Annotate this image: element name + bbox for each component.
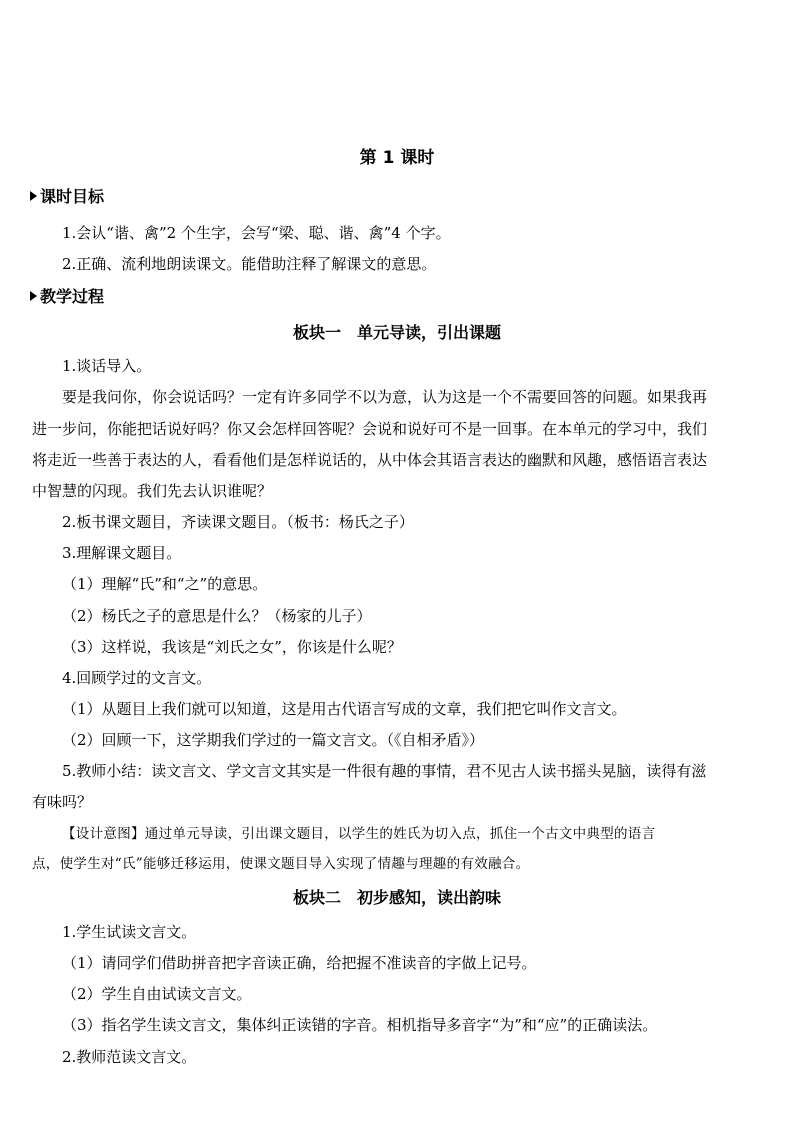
block2-line: 2.教师范读文言文。 bbox=[62, 1048, 197, 1066]
block2-title: 板块二 初步感知，读出韵味 bbox=[292, 888, 501, 907]
goals-heading-text: 课时目标 bbox=[40, 187, 105, 206]
triangle-bullet-icon bbox=[30, 191, 37, 201]
block1-line: 3.理解课文题目。 bbox=[62, 544, 182, 562]
design-intent-line: 点，使学生对“氏”能够迁移运用，使课文题目导入实现了情趣与理趣的有效融合。 bbox=[32, 856, 530, 872]
block1-line: （2）杨氏之子的意思是什么？（杨家的儿子） bbox=[62, 607, 372, 625]
design-intent-line: 【设计意图】通过单元导读，引出课文题目，以学生的姓氏为切入点，抓住一个古文中典型的语言 bbox=[62, 826, 656, 842]
block1-line: 2.板书课文题目，齐读课文题目。（板书：杨氏之子） bbox=[62, 513, 414, 531]
block2-line: 1.学生试读文言文。 bbox=[62, 923, 197, 941]
goals-heading bbox=[30, 185, 104, 209]
block1-line: 进一步问，你能把话说好吗？你又会怎样回答呢？会说和说好可不是一回事。在本单元的学习中，我们 bbox=[32, 420, 708, 438]
block1-title: 板块一 单元导读，引出课题 bbox=[292, 323, 501, 342]
process-heading-text: 教学过程 bbox=[40, 287, 105, 306]
block2-line: （3）指名学生读文言文，集体纠正读错的字音。相机指导多音字“为”和“应”的正确读法。 bbox=[62, 1016, 658, 1034]
block2-line: （1）请同学们借助拼音把字音读正确，给把握不准读音的字做上记号。 bbox=[62, 954, 537, 972]
block1-line: 有味吗？ bbox=[32, 793, 93, 811]
block1-line: 1.谈话导入。 bbox=[62, 357, 152, 375]
block1-line: （1）从题目上我们就可以知道，这是用古代语言写成的文章，我们把它叫作文言文。 bbox=[62, 700, 627, 718]
process-heading bbox=[30, 285, 104, 309]
block1-line: 中智慧的闪现。我们先去认识谁呢？ bbox=[32, 482, 273, 500]
block1-line: （2）回顾一下，这学期我们学过的一篇文言文。（《自相矛盾》） bbox=[62, 731, 485, 749]
goal-item-2: 2.正确、流利地朗读课文。能借助注释了解课文的意思。 bbox=[62, 255, 437, 273]
goal-item-1: 1.会认“谐、禽”2 个生字，会写“梁、聪、谐、禽”4 个字。 bbox=[62, 224, 451, 242]
block1-line: 5.教师小结：读文言文、学文言文其实是一件很有趣的事情，君不见古人读书摇头晃脑，读得有滋 bbox=[62, 762, 707, 780]
block1-line: （3）这样说，我该是“刘氏之女”，你该是什么呢？ bbox=[62, 638, 402, 656]
triangle-bullet-icon bbox=[30, 291, 37, 301]
block1-line: 要是我问你，你会说话吗？一定有许多同学不以为意，认为这是一个不需要回答的问题。如果我再 bbox=[62, 388, 708, 406]
block1-line: 将走近一些善于表达的人，看看他们是怎样说话的，从中体会其语言表达的幽默和风趣，感悟语言表达 bbox=[32, 451, 708, 469]
block1-line: （1）理解“氏”和“之”的意思。 bbox=[62, 575, 268, 593]
block2-line: （2）学生自由试读文言文。 bbox=[62, 985, 252, 1003]
block1-line: 4.回顾学过的文言文。 bbox=[62, 669, 212, 687]
lesson-title: 第 1 课时 bbox=[359, 148, 435, 168]
